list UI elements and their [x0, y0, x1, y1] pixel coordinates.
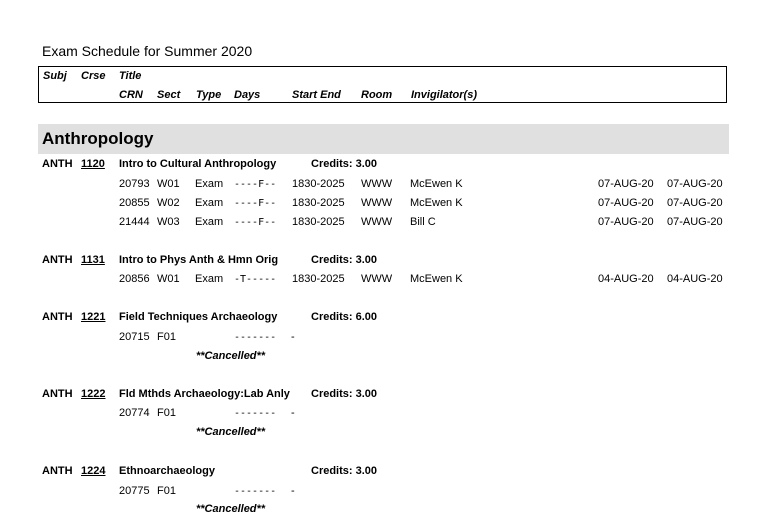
- section-time: 1830-2025: [292, 197, 345, 209]
- section-end-date: 07-AUG-20: [667, 216, 723, 228]
- course-number-link[interactable]: 1222: [81, 388, 106, 400]
- course-number-link[interactable]: 1224: [81, 465, 106, 477]
- header-sect: Sect: [157, 89, 181, 101]
- section-time: 1830-2025: [292, 216, 345, 228]
- section-time: -: [291, 485, 295, 497]
- course-number-link[interactable]: 1131: [81, 254, 105, 266]
- section-invigilator: McEwen K: [410, 273, 463, 285]
- section-time: 1830-2025: [292, 178, 345, 190]
- course-subject: ANTH: [42, 311, 73, 323]
- section-type: Exam: [195, 178, 224, 190]
- course-credits: Credits: 3.00: [311, 158, 378, 170]
- section-room: WWW: [361, 178, 393, 190]
- course-subject: ANTH: [42, 158, 73, 170]
- section-time: -: [291, 331, 295, 343]
- section-crn: 20856: [119, 273, 150, 285]
- course-credits: Credits: 3.00: [311, 465, 378, 477]
- section-room: WWW: [361, 216, 393, 228]
- course-number-link[interactable]: 1120: [81, 158, 105, 170]
- section-invigilator: McEwen K: [410, 178, 463, 190]
- section-crn: 20793: [119, 178, 150, 190]
- header-start-end: Start End: [292, 89, 341, 101]
- department-name: Anthropology: [42, 129, 154, 148]
- cancelled-note: **Cancelled**: [196, 350, 266, 362]
- department-banner: [38, 124, 729, 154]
- section-days: ----F--: [234, 179, 277, 190]
- course-title: Intro to Cultural Anthropology: [119, 158, 277, 170]
- section-days: -------: [234, 408, 277, 419]
- section-invigilator: McEwen K: [410, 197, 463, 209]
- section-crn: 21444: [119, 216, 150, 228]
- section-days: -------: [234, 486, 277, 497]
- header-crn: CRN: [119, 89, 143, 101]
- page-title: Exam Schedule for Summer 2020: [42, 43, 253, 59]
- course-title: Ethnoarchaeology: [119, 465, 215, 477]
- course-title: Fld Mthds Archaeology:Lab Anly: [119, 388, 290, 400]
- section-type: Exam: [195, 273, 224, 285]
- section-code: W01: [157, 273, 180, 285]
- header-crse: Crse: [81, 70, 106, 82]
- course-subject: ANTH: [42, 388, 73, 400]
- header-room: Room: [361, 89, 393, 101]
- section-days: -T-----: [234, 274, 277, 285]
- section-code: F01: [157, 331, 176, 343]
- section-time: 1830-2025: [292, 273, 345, 285]
- section-code: F01: [157, 407, 176, 419]
- section-room: WWW: [361, 273, 393, 285]
- course-credits: Credits: 6.00: [311, 311, 378, 323]
- section-days: -------: [234, 332, 277, 343]
- cancelled-note: **Cancelled**: [196, 426, 266, 438]
- course-credits: Credits: 3.00: [311, 254, 378, 266]
- column-header-box: [38, 66, 727, 103]
- course-title: Intro to Phys Anth & Hmn Orig: [119, 254, 279, 266]
- course-subject: ANTH: [42, 254, 73, 266]
- section-end-date: 07-AUG-20: [667, 197, 723, 209]
- section-start-date: 07-AUG-20: [598, 197, 654, 209]
- section-code: W01: [157, 178, 180, 190]
- section-crn: 20775: [119, 485, 150, 497]
- section-crn: 20715: [119, 331, 150, 343]
- section-code: F01: [157, 485, 176, 497]
- section-start-date: 07-AUG-20: [598, 178, 654, 190]
- section-type: Exam: [195, 216, 224, 228]
- course-subject: ANTH: [42, 465, 73, 477]
- section-days: ----F--: [234, 198, 277, 209]
- section-time: -: [291, 407, 295, 419]
- section-room: WWW: [361, 197, 393, 209]
- header-subj: Subj: [43, 70, 67, 82]
- course-title: Field Techniques Archaeology: [119, 311, 278, 323]
- section-code: W02: [157, 197, 180, 209]
- section-crn: 20774: [119, 407, 150, 419]
- header-title: Title: [119, 70, 142, 82]
- section-start-date: 07-AUG-20: [598, 216, 654, 228]
- section-invigilator: Bill C: [410, 216, 436, 228]
- section-crn: 20855: [119, 197, 150, 209]
- header-type: Type: [196, 89, 222, 101]
- section-days: ----F--: [234, 217, 277, 228]
- header-days: Days: [234, 89, 261, 101]
- cancelled-note: **Cancelled**: [196, 503, 266, 515]
- section-type: Exam: [195, 197, 224, 209]
- section-code: W03: [157, 216, 180, 228]
- header-invigilator: Invigilator(s): [411, 89, 478, 101]
- section-start-date: 04-AUG-20: [598, 273, 654, 285]
- course-credits: Credits: 3.00: [311, 388, 378, 400]
- course-number-link[interactable]: 1221: [81, 311, 106, 323]
- section-end-date: 04-AUG-20: [667, 273, 723, 285]
- section-end-date: 07-AUG-20: [667, 178, 723, 190]
